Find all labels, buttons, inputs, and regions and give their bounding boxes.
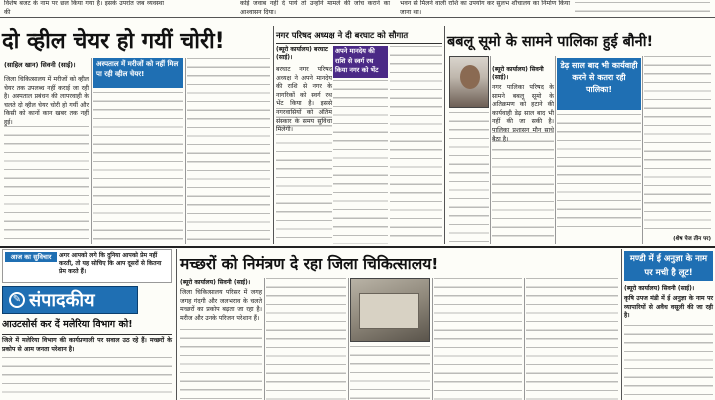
divider-v12 [524, 278, 525, 400]
story2-col3-lines [390, 46, 442, 244]
story1-dateline: (साहिल खान) सिवनी (साई)। [4, 61, 76, 69]
middle-divider [0, 246, 715, 248]
editorial-headline: आउटसोर्स कर दें मलेरिया विभाग को! [2, 319, 133, 330]
story1-highlight-box: अस्पताल में मरीजों को नहीं मिल पा रही व्हील चेयर! [93, 58, 183, 88]
story2-col1-lines [276, 108, 332, 244]
quote-label: आज का सुविचार [5, 252, 57, 262]
story4-col2-lines [266, 278, 346, 400]
story3-col4-lines [644, 56, 711, 232]
story3-headline: बबलू सूमो के सामने पालिका हुई बौनी! [447, 34, 654, 50]
top-strip-mid: कोई जवाब नहीं दे पाये तो उन्होंने मामले की जांच कराने का आश्वासन दिया। [240, 0, 390, 16]
divider-v2 [185, 58, 186, 244]
story4-dateline: (ब्यूरो कार्यालय) सिवनी (साई)। [180, 279, 251, 286]
editorial-icon: ✎ [9, 292, 25, 308]
top-strip-left: विशेष बजट के नाम पर छल किया गया है। इसके उपरांत जब व्यवस्था की [4, 0, 164, 16]
story3-lede: नगर पालिका परिषद के सामने बबलू सूमो के अतिक्रमण को हटाने की कार्यवाही डेढ़ साल बाद भी नहीं की जा सकी है। पालिका प्रशासन मौन साधे बैठा है। [492, 84, 554, 143]
editorial-lines [2, 357, 172, 400]
story3-photo [449, 56, 489, 108]
editorial-banner [2, 286, 138, 314]
divider-v3 [273, 26, 274, 244]
story4-lede: जिला चिकित्सालय परिसर में जगह जगह गंदगी और जलभराव के चलते मच्छरों का प्रकोप बढ़ता जा रहा है। मरीज और उनके परिजन परेशान हैं। [180, 289, 262, 322]
top-strip-right-lines [575, 2, 710, 16]
story3-dateline: (ब्यूरो कार्यालय) सिवनी (साई)। [492, 66, 544, 81]
top-strip-right: भवन से मिलने वाली राशि का उपयोग कर सुलभ शौचालय का निर्माण किया जाना था। [400, 0, 570, 16]
story4-col1-lines [180, 329, 262, 400]
story5-headline-box: मण्डी में ई अनुज्ञा के नाम पर मची है लूट! [624, 251, 713, 281]
story1-headline: दो व्हील चेयर हो गयीं चोरी! [2, 29, 225, 54]
divider-v4 [444, 26, 445, 244]
story3-col1-lines [449, 112, 489, 244]
story2-highlight-box: अपने मानदेय की राशि से स्वर्ग रथ किया नगर को भेंट [333, 46, 388, 78]
divider-v7 [642, 56, 643, 244]
quote-box [2, 249, 172, 283]
story3-col3-lines [557, 114, 641, 232]
divider-v5 [490, 56, 491, 244]
story2-dateline: (ब्यूरो कार्यालय) बरघाट (साई)। [276, 46, 328, 61]
story4-col3-lines [350, 346, 430, 400]
editorial-underline [2, 334, 172, 335]
divider-v9 [264, 278, 265, 400]
editorial-body: जिले में मलेरिया विभाग की कार्यप्रणाली पर सवाल उठ रहे हैं। मच्छरों के प्रकोप से आम जनता परेशान है। [2, 337, 172, 353]
story5-lines [624, 325, 713, 400]
editorial-label: संपादकीय [29, 290, 95, 311]
divider-v6 [555, 56, 556, 244]
story4-col4-lines [434, 278, 522, 400]
story1-col2-lines [93, 92, 183, 244]
story4-col5-lines [526, 278, 618, 400]
story1-col3-lines [187, 58, 270, 244]
quote-text: अगर आपको लगे कि दुनिया आपको प्रेम नहीं करती, तो यह सोचिए कि आप दूसरों से कितना प्रेम करते हैं। [59, 252, 162, 275]
story2-headline: नगर परिषद अध्यक्ष ने दी बरघाट को सौगात [276, 30, 409, 40]
story5-lede: कृषि उपज मंडी में ई अनुज्ञा के नाम पर व्यापारियों से अवैध वसूली की जा रही है। [624, 295, 713, 320]
story4-photo-building [359, 293, 419, 329]
story4-photo [350, 278, 430, 342]
story1-col1-lines [4, 126, 89, 244]
divider-v11 [432, 278, 433, 400]
story3-photo-face [460, 65, 480, 89]
divider-v10 [348, 278, 349, 400]
divider-v8 [176, 249, 177, 400]
story1-lede: जिला चिकित्सालय में मरीजों को व्हील चेयर तक उपलब्ध नहीं कराई जा रही है। अस्पताल प्रबंधन की लापरवाही के चलते दो व्हील चेयर चोरी हो गयीं और किसी को कानों कान खबर तक नहीं हुई। [4, 76, 89, 126]
top-divider [0, 17, 715, 18]
story3-col2-lines [492, 132, 554, 244]
story4-headline: मच्छरों को निमंत्रण दे रहा जिला चिकित्सालय! [180, 255, 439, 273]
divider-v13 [621, 249, 622, 400]
divider-v1 [91, 58, 92, 244]
story5-dateline: (ब्यूरो कार्यालय) सिवनी (साई)। [624, 285, 695, 292]
story2-underline [276, 43, 442, 44]
story2-col2-lines [333, 80, 388, 244]
story3-highlight-box: डेढ़ साल बाद भी कार्यवाही करने से कतरा रही पालिका! [557, 58, 641, 110]
story2-lede: बरघाट नगर परिषद अध्यक्ष ने अपने मानदेय की राशि से नगर के नागरिकों को स्वर्ग रथ भेंट किया है। इससे नगरवासियों को अंतिम संस्कार के समय सुविधा मिलेगी। [276, 66, 332, 134]
story3-byline: (शेष पेज तीन पर) [673, 236, 711, 242]
